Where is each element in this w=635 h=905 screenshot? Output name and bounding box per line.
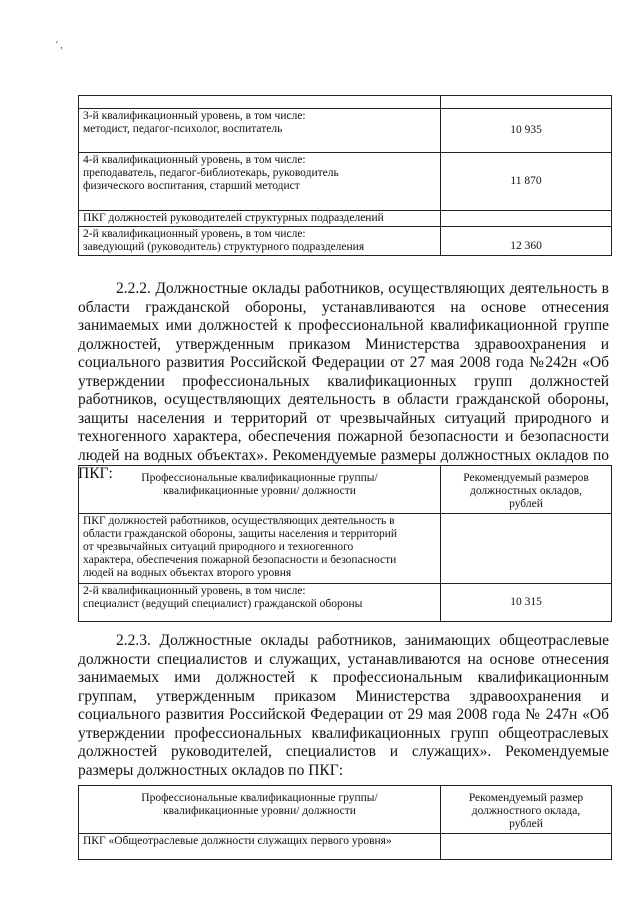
table-cell-text: ПКГ должностей работников, осуществляющих деятельность в области гражданской обороны, защиты населения и территорий от чрезвычайных ситуаций природного и техногенного характера, обеспечения пожарной безопасности и безопасности людей на водных объектах второго уровня — [79, 514, 441, 584]
table-header-right: Рекомендуемый размеров должностных окладов, рублей — [441, 466, 612, 514]
table-cell-value: 12 360 — [441, 227, 612, 256]
paragraph-2-2-3: 2.2.3. Должностные оклады работников, занимающих общеотраслевые должности специалистов и служащих, устанавливаются на основе отнесения занимаемых ими должностей к профессиональным квалификационным группам, утвержденным приказом Министерства здравоохранения и социального развития Российской Федерации от 29 мая 2008 года № 247н «Об утверждении профессиональных квалификационных групп общеотраслевых должностей руководителей, специалистов и служащих». Рекомендуемые размеры должностных окладов по ПКГ: — [78, 632, 609, 779]
table-cell-value: 11 870 — [441, 153, 612, 211]
table-row — [79, 109, 612, 153]
table-row — [79, 211, 612, 227]
table-cell-text: 2-й квалификационный уровень, в том числе: заведующий (руководитель) структурного подразделения — [79, 227, 441, 256]
table-cell-value: 10 315 — [441, 584, 612, 622]
table-cell-text: 4-й квалификационный уровень, в том числе: преподаватель, педагог-библиотекарь, руководитель физического воспитания, старший методист — [79, 153, 441, 211]
table-row — [79, 96, 612, 109]
table-header-row — [79, 786, 612, 834]
table-row — [79, 514, 612, 584]
table-row — [79, 584, 612, 622]
scan-mark: ' , — [56, 40, 63, 51]
table-cell-value: 10 935 — [441, 109, 612, 153]
table-cell-text: ПКГ должностей руководителей структурных подразделений — [79, 211, 441, 227]
table-header-row — [79, 466, 612, 514]
table-cell-text — [79, 96, 441, 109]
table-cell-value — [441, 834, 612, 860]
table-cell-text: 2-й квалификационный уровень, в том числе: специалист (ведущий специалист) гражданской обороны — [79, 584, 441, 622]
table-cell-value — [441, 514, 612, 584]
table-header-right: Рекомендуемый размер должностного оклада, рублей — [441, 786, 612, 834]
table-header-left: Профессиональные квалификационные группы/ квалификационные уровни/ должности — [79, 786, 441, 834]
table-header-left: Профессиональные квалификационные группы/ квалификационные уровни/ должности — [79, 466, 441, 514]
table-row — [79, 834, 612, 860]
table-cell-text: 3-й квалификационный уровень, в том числе: методист, педагог-психолог, воспитатель — [79, 109, 441, 153]
salary-table-civil-defense — [78, 465, 612, 622]
table-cell-value — [441, 96, 612, 109]
table-cell-text: ПКГ «Общеотраслевые должности служащих первого уровня» — [79, 834, 441, 860]
paragraph-2-2-2: 2.2.2. Должностные оклады работников, осуществляющих деятельность в области гражданской обороны, устанавливаются на основе отнесения занимаемых ими должностей к профессиональной квалификационной группе должностей, утвержденным приказом Министерства здравоохранения и социального развития Российской Федерации от 27 мая 2008 года №242н «Об утверждении профессиональных квалификационных групп должностей работников, осуществляющих деятельность в области гражданской обороны, защиты населения и территорий от чрезвычайных ситуаций природного и техногенного характера, обеспечения пожарной безопасности и безопасности людей на водных объектах». Рекомендуемые размеры должностных окладов по ПКГ: — [78, 280, 609, 482]
salary-table-general — [78, 785, 612, 860]
table-row — [79, 227, 612, 256]
salary-table-education — [78, 95, 612, 256]
table-row — [79, 153, 612, 211]
table-cell-value — [441, 211, 612, 227]
